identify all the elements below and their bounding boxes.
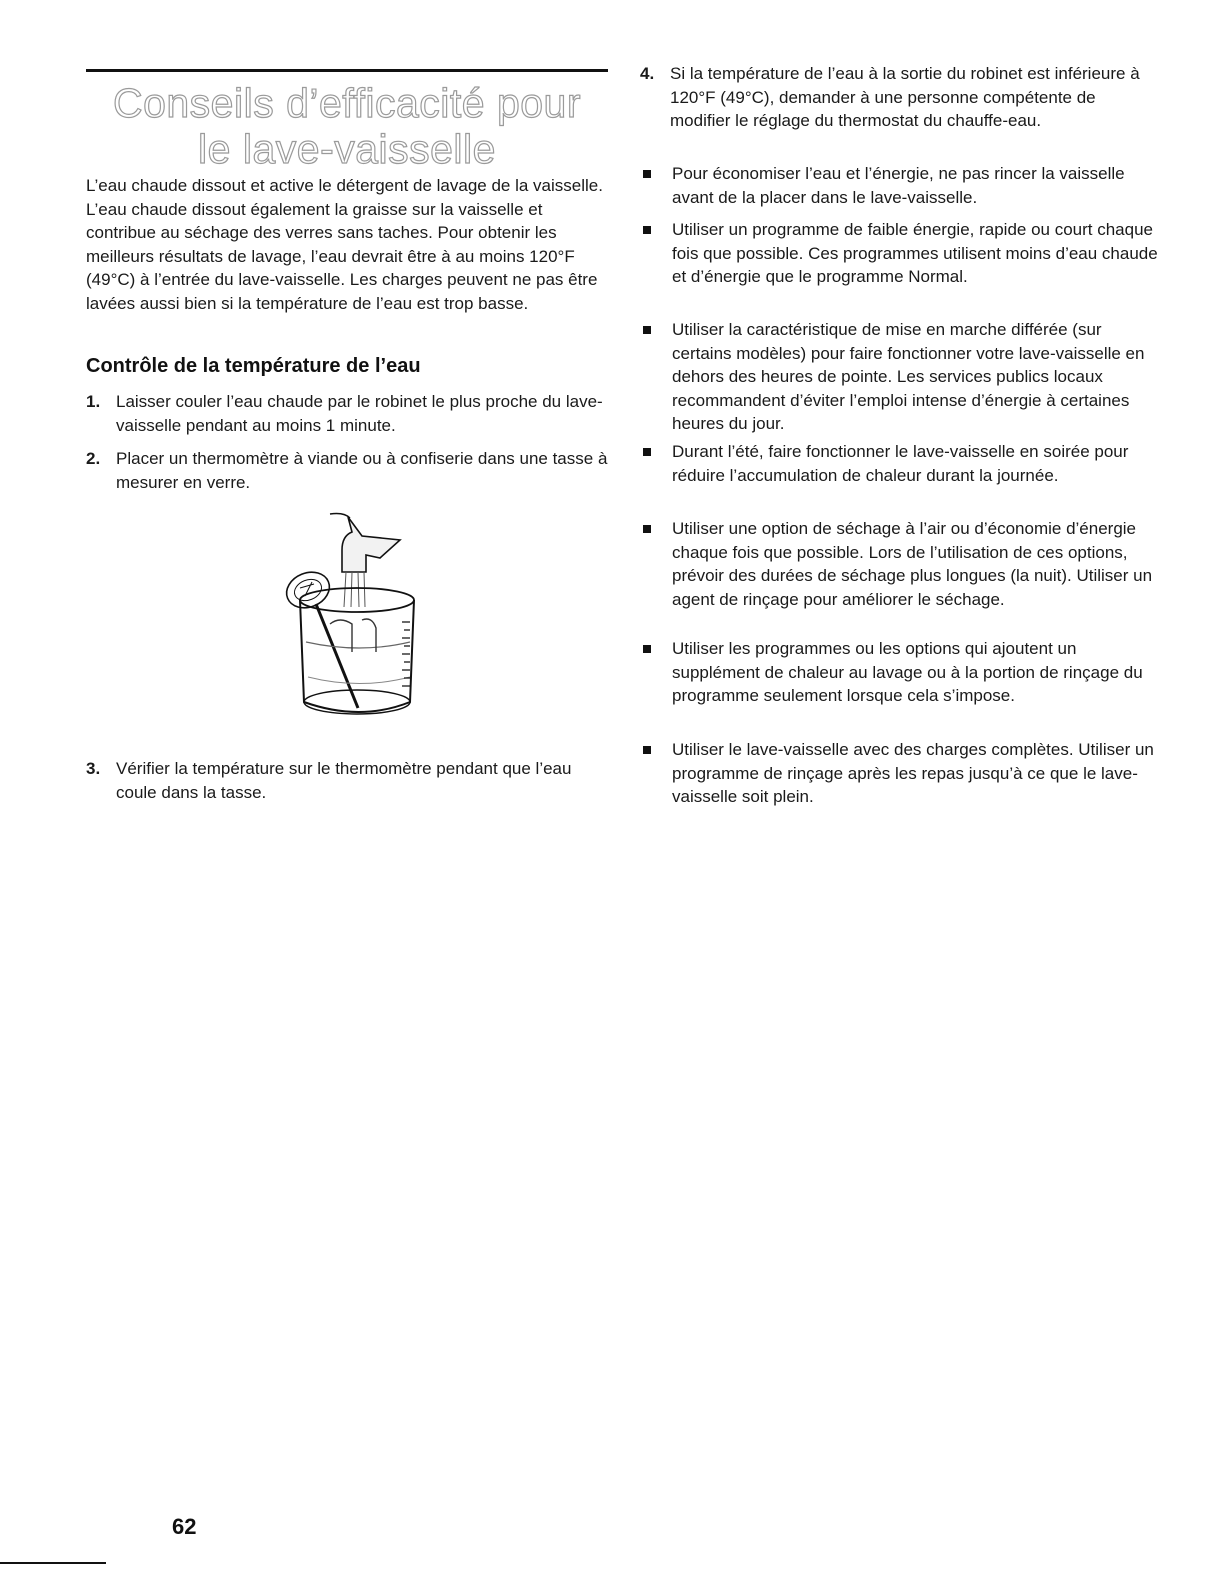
bullet-mark — [640, 318, 672, 436]
tip-item — [640, 318, 1160, 436]
tip-item — [640, 637, 1160, 708]
top-rule — [86, 69, 608, 72]
step-number: 4. — [640, 64, 655, 83]
tip-text: Durant l’été, faire fonctionner le lave-vaisselle en soirée pour réduire l’accumulation de chaleur durant la journée. — [672, 442, 1129, 485]
step-number: 2. — [86, 449, 101, 468]
tip-text: Utiliser le lave-vaisselle avec des charges complètes. Utiliser un programme de rinçage après les repas jusqu’à ce que le lave-vaisselle soit plein. — [672, 740, 1154, 807]
tip-text: Utiliser un programme de faible énergie, rapide ou court chaque fois que possible. Ces programmes utilisent moins d’eau chaude et d’énergie que le programme Normal. — [672, 220, 1158, 287]
tip-item — [640, 440, 1160, 487]
step-text: Si la température de l’eau à la sortie du robinet est inférieure à 120°F (49°C), demander à une personne compétente de modifier le réglage du thermostat du chauffe-eau. — [670, 64, 1140, 131]
intro-paragraph: L’eau chaude dissout et active le détergent de lavage de la vaisselle. L’eau chaude dissout également la graisse sur la vaisselle et contribue au séchage des verres sans taches. Pour obtenir les meilleurs résultats de lavage, l’eau devrait être à au moins 120°F (49°C) à l’entrée du lave-vaisselle. Les charges peuvent ne pas être lavées aussi bien si la température de l’eau est trop basse. — [86, 176, 603, 313]
tip-text: Pour économiser l’eau et l’énergie, ne pas rincer la vaisselle avant de la placer dans le lave-vaisselle. — [672, 164, 1125, 207]
bullet-mark — [640, 162, 672, 209]
step-item-4 — [640, 62, 1160, 133]
thermometer-in-measuring-cup-illustration — [270, 512, 440, 727]
tip-text: Utiliser la caractéristique de mise en marche différée (sur certains modèles) pour faire fonctionner votre lave-vaisselle en dehors des heures de pointe. Les services publics locaux recommandent d’éviter l’emploi intense d’énergie à certaines heures du jour. — [672, 320, 1145, 434]
bullet-mark — [640, 738, 672, 809]
bullet-mark — [640, 517, 672, 611]
section-heading: Contrôle de la température de l’eau — [86, 355, 421, 377]
bottom-rule — [0, 1562, 106, 1564]
step-number: 1. — [86, 392, 101, 411]
tip-item — [640, 517, 1160, 611]
step-text: Placer un thermomètre à viande ou à confiserie dans une tasse à mesurer en verre. — [116, 449, 608, 492]
step-text: Vérifier la température sur le thermomètre pendant que l’eau coule dans la tasse. — [116, 759, 572, 802]
step-item-3 — [86, 757, 608, 804]
step-item-2 — [86, 447, 608, 494]
tip-item — [640, 218, 1160, 289]
page-number: 62 — [172, 1514, 197, 1539]
bullet-mark — [640, 440, 672, 487]
bullet-mark — [640, 218, 672, 289]
tip-text: Utiliser les programmes ou les options qui ajoutent un supplément de chaleur au lavage ou à la portion de rinçage du programme seulement lorsque cela s’impose. — [672, 639, 1143, 706]
tip-text: Utiliser une option de séchage à l’air ou d’économie d’énergie chaque fois que possible. Lors de l’utilisation de ces options, prévoir des durées de séchage plus longues (la nuit). Utiliser un agent de rinçage pour améliorer le séchage. — [672, 519, 1153, 609]
bullet-mark — [640, 637, 672, 708]
page-title-line-2: le lave-vaisselle — [198, 126, 496, 172]
tip-item — [640, 162, 1160, 209]
step-number: 3. — [86, 759, 101, 778]
page-title — [86, 80, 608, 172]
step-item-1 — [86, 390, 608, 437]
tip-item — [640, 738, 1160, 809]
page-title-line-1: Conseils d’efficacité pour — [112, 80, 582, 126]
step-text: Laisser couler l’eau chaude par le robinet le plus proche du lave-vaisselle pendant au moins 1 minute. — [116, 392, 603, 435]
